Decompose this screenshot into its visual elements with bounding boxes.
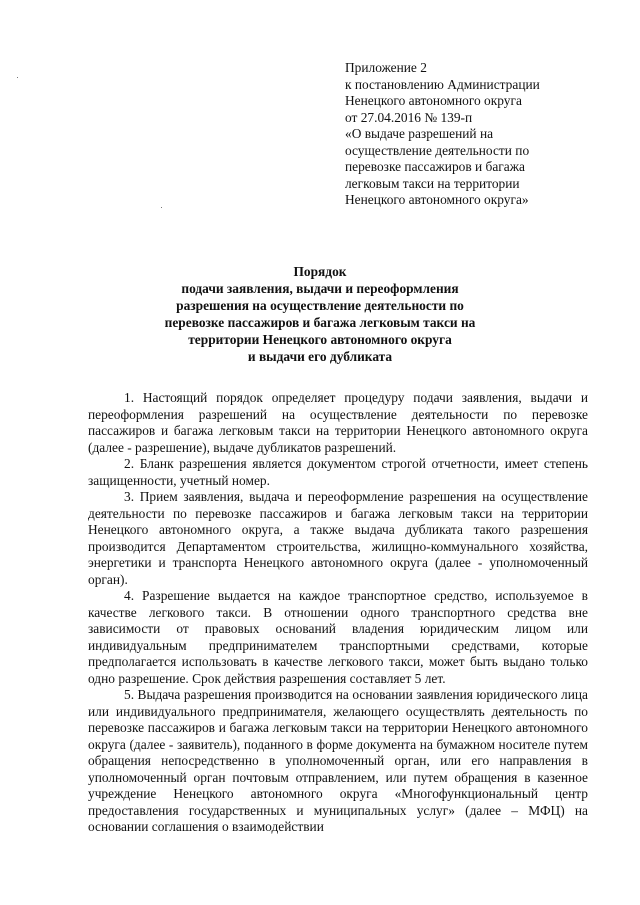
appendix-line: Ненецкого автономного округа — [345, 93, 522, 108]
paragraph-5: 5. Выдача разрешения производится на основании заявления юридического лица или индивидуального предпринимателя, желающего осуществлять деятельность по перевозке пассажиров и багажа легковым такси на территории Ненецкого автономного округа (далее - заявитель), поданного в форме документа на бумажном носителе путем обращения непосредственно в уполномоченный орган, или его направления в уполномоченный орган почтовым отправлением, или путем обращения в казенное учреждение Ненецкого автономного округа «Многофункциональный центр предоставления государственных и муниципальных услуг» (далее – МФЦ) на основании соглашения о взаимодействии — [88, 687, 588, 834]
document-title — [0, 263, 640, 365]
paragraph-4: 4. Разрешение выдается на каждое транспортное средство, используемое в качестве легкового такси. В отношении одного транспортного средства вне зависимости от правовых оснований владения юридическим лицом или индивидуальным предпринимателем транспортными средствами, которые предполагается использовать в качестве легкового такси, может быть выдано только одно разрешение. Срок действия разрешения составляет 5 лет. — [88, 588, 588, 686]
paragraph-1: 1. Настоящий порядок определяет процедуру подачи заявления, выдачи и переоформления разрешений на осуществление деятельности по перевозке пассажиров и багажа легковым такси на территории Ненецкого автономного округа (далее - разрешение), выдаче дубликатов разрешений. — [88, 390, 588, 455]
title-line: разрешения на осуществление деятельности по — [176, 298, 464, 313]
scan-speck — [161, 207, 162, 208]
appendix-line: перевозке пассажиров и багажа — [345, 159, 525, 174]
scan-speck — [17, 77, 18, 78]
appendix-line: легковым такси на территории — [345, 175, 520, 191]
appendix-line: к постановлению Администрации — [345, 76, 540, 92]
title-line: подачи заявления, выдачи и переоформления — [181, 281, 459, 296]
title-line: и выдачи его дубликата — [247, 349, 393, 364]
title-line: территории Ненецкого автономного округа — [188, 332, 452, 347]
title-line: Порядок — [293, 264, 347, 279]
document-body — [88, 390, 588, 836]
paragraph-2: 2. Бланк разрешения является документом строгой отчетности, имеет степень защищенности, учетный номер. — [88, 456, 588, 488]
appendix-line: Приложение 2 — [345, 60, 427, 75]
appendix-header — [345, 60, 615, 209]
appendix-line: от 27.04.2016 № 139-п — [345, 109, 473, 125]
paragraph-3: 3. Прием заявления, выдача и переоформление разрешения на осуществление деятельности по перевозке пассажиров и багажа легковым такси на территории Ненецкого автономного округа, а также выдача дубликата такого разрешения производится Департаментом строительства, жилищно-коммунального хозяйства, энергетики и транспорта Ненецкого автономного округа (далее - уполномоченный орган). — [88, 489, 588, 587]
appendix-line: осуществление деятельности по — [345, 142, 530, 158]
appendix-line: «О выдаче разрешений на — [345, 126, 494, 141]
appendix-line: Ненецкого автономного округа» — [345, 192, 529, 207]
title-line: перевозке пассажиров и багажа легковым такси на — [164, 315, 476, 330]
